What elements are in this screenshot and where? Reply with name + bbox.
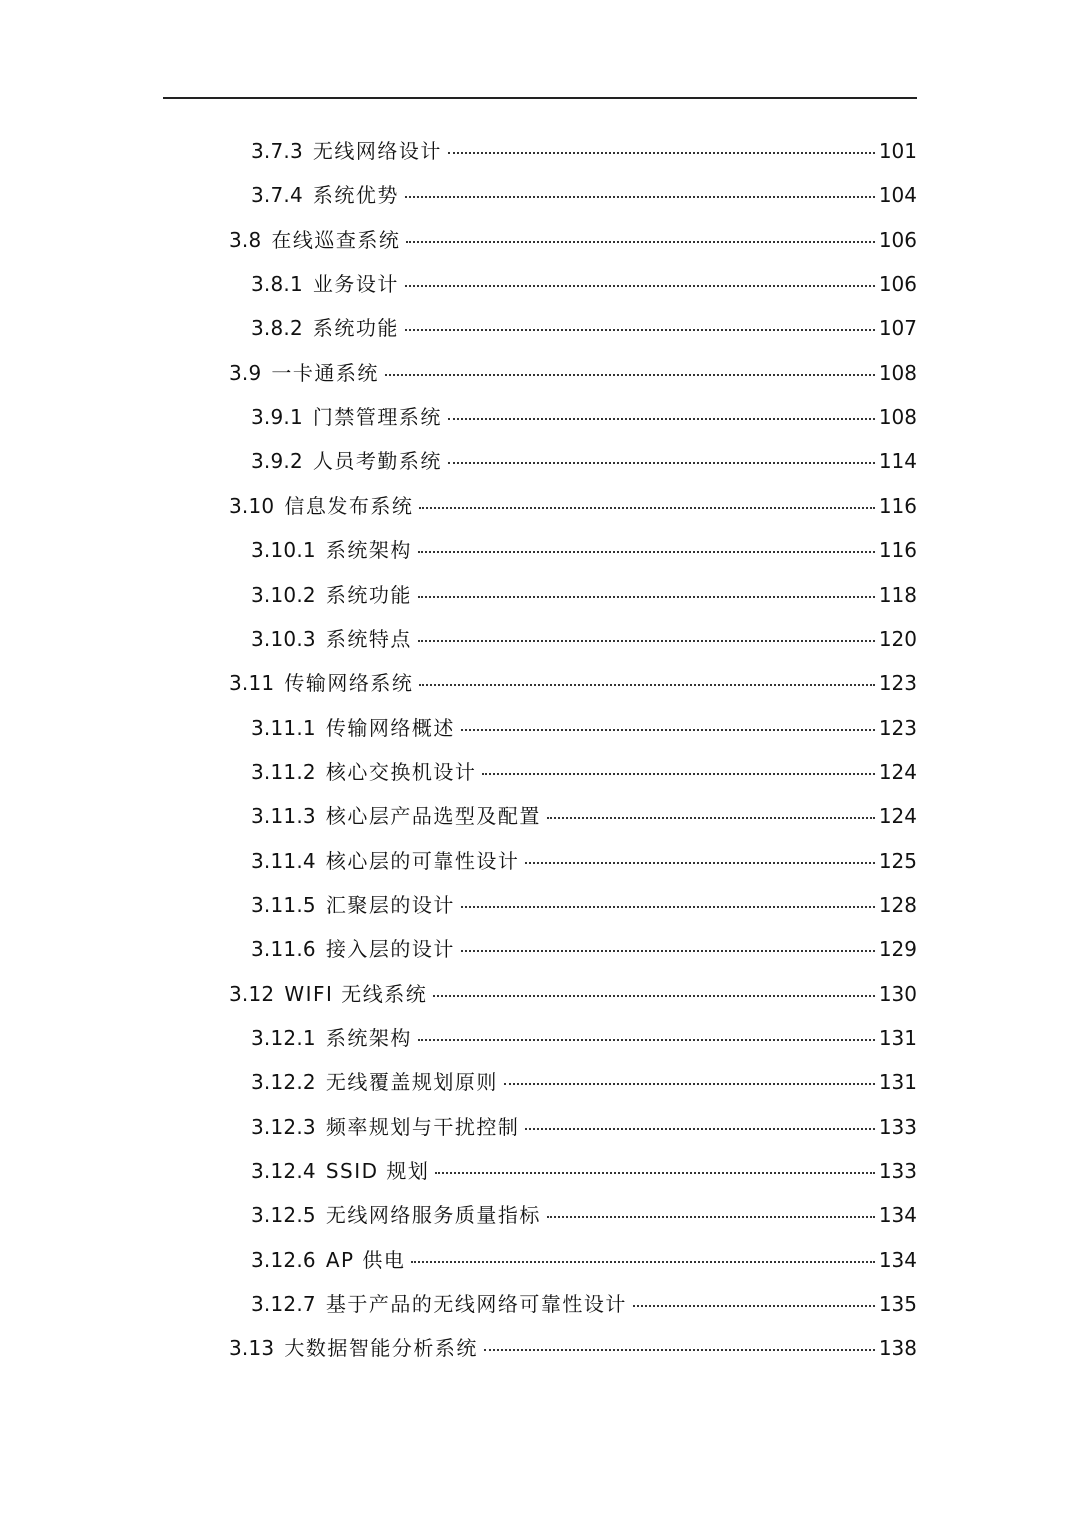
toc-entry[interactable]	[229, 974, 917, 1014]
toc-entry-number: 3.8.2	[251, 316, 303, 341]
toc-entry-title: 系统功能	[312, 316, 399, 341]
toc-entry-title: 业务设计	[312, 272, 399, 297]
toc-dot-leader	[504, 1082, 875, 1085]
toc-dot-leader	[418, 550, 875, 553]
toc-entry-page-number: 124	[878, 759, 917, 784]
toc-dot-leader	[418, 595, 875, 598]
toc-entry[interactable]	[251, 530, 917, 570]
toc-entry-page-number: 104	[878, 183, 917, 208]
toc-entry-number: 3.9	[229, 360, 262, 385]
toc-entry-number: 3.10.3	[251, 626, 316, 651]
toc-entry-number: 3.8	[229, 227, 262, 252]
toc-entry[interactable]	[251, 1284, 917, 1324]
toc-entry-title: 核心层产品选型及配置	[325, 804, 541, 829]
toc-entry-title: AP 供电	[325, 1247, 406, 1272]
toc-entry-number: 3.12.5	[251, 1203, 316, 1228]
toc-entry-number: 3.11.5	[251, 892, 316, 917]
toc-entry-page-number: 128	[878, 892, 917, 917]
toc-entry[interactable]	[251, 441, 917, 481]
toc-entry[interactable]	[251, 752, 917, 792]
toc-entry[interactable]	[251, 619, 917, 659]
toc-entry-page-number: 131	[878, 1070, 917, 1095]
toc-entry[interactable]	[251, 1151, 917, 1191]
toc-entry[interactable]	[251, 1062, 917, 1102]
toc-dot-leader	[448, 151, 875, 154]
toc-dot-leader	[461, 949, 875, 952]
toc-entry[interactable]	[251, 841, 917, 881]
toc-dot-leader	[448, 417, 875, 420]
toc-dot-leader	[547, 1215, 875, 1218]
toc-entry-title: WIFI 无线系统	[284, 981, 428, 1006]
toc-entry-number: 3.13	[229, 1336, 275, 1361]
toc-entry[interactable]	[251, 929, 917, 969]
toc-entry[interactable]	[251, 131, 917, 171]
toc-entry-number: 3.9.1	[251, 405, 303, 430]
toc-entry-page-number: 125	[878, 848, 917, 873]
toc-entry[interactable]	[251, 575, 917, 615]
toc-dot-leader	[406, 240, 874, 243]
toc-dot-leader	[418, 639, 875, 642]
toc-entry-title: 汇聚层的设计	[325, 892, 455, 917]
toc-entry-title: 系统优势	[312, 183, 399, 208]
toc-entry-number: 3.12.3	[251, 1114, 316, 1139]
toc-entry-number: 3.12.4	[251, 1159, 316, 1184]
toc-entry-number: 3.9.2	[251, 449, 303, 474]
toc-dot-leader	[405, 328, 875, 331]
toc-entry-page-number: 133	[878, 1159, 917, 1184]
toc-entry-page-number: 123	[878, 715, 917, 740]
toc-entry[interactable]	[251, 175, 917, 215]
toc-dot-leader	[461, 728, 875, 731]
toc-entry[interactable]	[251, 264, 917, 304]
toc-entry[interactable]	[251, 885, 917, 925]
toc-entry-page-number: 108	[878, 360, 917, 385]
toc-entry-title: 系统功能	[325, 582, 412, 607]
toc-entry-number: 3.12.1	[251, 1026, 316, 1050]
toc-entry-number: 3.12.7	[251, 1292, 316, 1317]
toc-entry-title: 大数据智能分析系统	[284, 1336, 478, 1361]
toc-entry-title: 核心层的可靠性设计	[325, 848, 520, 873]
toc-entry-number: 3.11.3	[251, 804, 316, 829]
toc-entry-page-number: 129	[878, 937, 917, 962]
toc-entry-number: 3.11.2	[251, 759, 316, 784]
toc-dot-leader	[418, 1038, 875, 1041]
toc-entry-page-number: 138	[878, 1336, 917, 1361]
toc-entry-page-number: 101	[878, 139, 917, 163]
toc-entry[interactable]	[229, 663, 917, 703]
toc-entry-title: 无线网络设计	[312, 139, 442, 163]
toc-entry-page-number: 108	[878, 405, 917, 430]
toc-entry-page-number: 114	[878, 449, 917, 474]
toc-entry[interactable]	[229, 1328, 917, 1368]
toc-entry-page-number: 135	[878, 1292, 917, 1317]
toc-entry-title: 系统特点	[325, 626, 412, 651]
toc-entry-title: 频率规划与干扰控制	[325, 1114, 520, 1139]
toc-entry[interactable]	[251, 1107, 917, 1147]
toc-entry-number: 3.12	[229, 981, 275, 1006]
toc-entry-page-number: 133	[878, 1114, 917, 1139]
toc-entry-title: 接入层的设计	[325, 937, 455, 962]
toc-entry-page-number: 118	[878, 582, 917, 607]
toc-entry-title: 系统架构	[325, 538, 412, 563]
toc-dot-leader	[525, 861, 874, 864]
toc-dot-leader	[385, 373, 875, 376]
toc-entry-title: SSID 规划	[325, 1159, 430, 1184]
toc-entry-title: 系统架构	[325, 1026, 412, 1050]
toc-dot-leader	[405, 195, 875, 198]
toc-entry[interactable]	[251, 397, 917, 437]
toc-entry-number: 3.11.4	[251, 848, 316, 873]
toc-entry-title: 无线覆盖规划原则	[325, 1070, 498, 1095]
toc-dot-leader	[419, 506, 874, 509]
toc-entry-title: 传输网络概述	[325, 715, 455, 740]
toc-entry-title: 信息发布系统	[284, 493, 414, 518]
toc-entry-title: 门禁管理系统	[312, 405, 442, 430]
toc-entry-number: 3.10.2	[251, 582, 316, 607]
toc-dot-leader	[419, 683, 874, 686]
toc-entry-number: 3.7.3	[251, 139, 303, 163]
toc-entry-number: 3.11.6	[251, 937, 316, 962]
toc-dot-leader	[525, 1127, 874, 1130]
toc-entry[interactable]	[229, 486, 917, 526]
toc-entry[interactable]	[251, 1195, 917, 1235]
toc-dot-leader	[435, 1171, 874, 1174]
header-rule	[163, 97, 917, 99]
toc-entry-page-number: 124	[878, 804, 917, 829]
toc-dot-leader	[633, 1304, 875, 1307]
toc-entry-number: 3.11.1	[251, 715, 316, 740]
toc-entry-page-number: 116	[878, 493, 917, 518]
toc-dot-leader	[411, 1260, 874, 1263]
toc-entry-number: 3.10	[229, 493, 275, 518]
toc-entry-number: 3.7.4	[251, 183, 303, 208]
toc-entry-page-number: 120	[878, 626, 917, 651]
toc-entry-number: 3.10.1	[251, 538, 316, 563]
toc-entry-title: 在线巡查系统	[271, 227, 401, 252]
toc-entry-title: 无线网络服务质量指标	[325, 1203, 541, 1228]
toc-dot-leader	[433, 994, 875, 997]
toc-entry-number: 3.12.6	[251, 1247, 316, 1272]
toc-entry[interactable]	[251, 1018, 917, 1058]
toc-dot-leader	[461, 905, 875, 908]
toc-entry-page-number: 116	[878, 538, 917, 563]
toc-entry-page-number: 134	[878, 1247, 917, 1272]
toc-entry[interactable]	[251, 796, 917, 836]
toc-entry[interactable]	[251, 308, 917, 348]
toc-entry[interactable]	[251, 1240, 917, 1280]
toc-entry-page-number: 107	[878, 316, 917, 341]
toc-entry[interactable]	[251, 708, 917, 748]
toc-entry-page-number: 123	[878, 671, 917, 696]
toc-entry-number: 3.12.2	[251, 1070, 316, 1095]
toc-entry[interactable]	[229, 220, 917, 260]
toc-entry-page-number: 106	[878, 272, 917, 297]
toc-dot-leader	[484, 1348, 875, 1351]
toc-entry-number: 3.11	[229, 671, 275, 696]
toc-dot-leader	[547, 816, 875, 819]
toc-entry-page-number: 134	[878, 1203, 917, 1228]
toc-dot-leader	[405, 284, 875, 287]
toc-entry-title: 传输网络系统	[284, 671, 414, 696]
toc-entry-title: 基于产品的无线网络可靠性设计	[325, 1292, 627, 1317]
toc-entry-title: 一卡通系统	[271, 360, 379, 385]
toc-dot-leader	[448, 461, 875, 464]
toc-entry-title: 核心交换机设计	[325, 759, 477, 784]
toc-dot-leader	[482, 772, 874, 775]
toc-entry-page-number: 130	[878, 981, 917, 1006]
toc-entry-number: 3.8.1	[251, 272, 303, 297]
toc-entry-page-number: 131	[878, 1026, 917, 1050]
toc-entry-page-number: 106	[878, 227, 917, 252]
toc-entry-title: 人员考勤系统	[312, 449, 442, 474]
toc-entry[interactable]	[229, 353, 917, 393]
